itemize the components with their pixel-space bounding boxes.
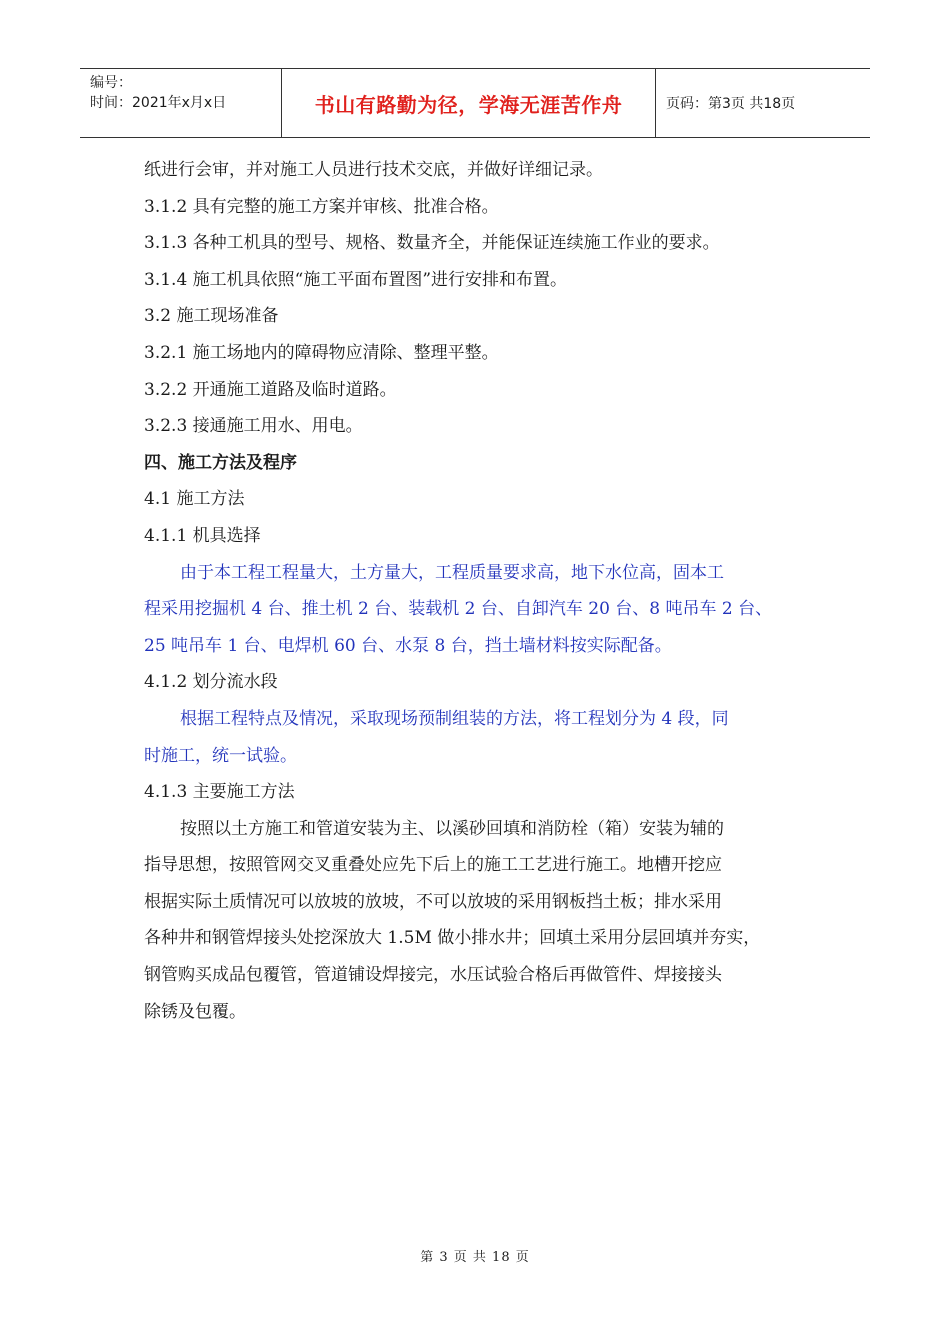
subsection-heading: 4.1.2 划分流水段 xyxy=(144,672,278,693)
chapter-heading: 四、施工方法及程序 xyxy=(144,452,297,473)
body-line: 按照以土方施工和管道安装为主、以溪砂回填和消防栓（箱）安装为辅的 xyxy=(180,818,724,839)
subsection-heading: 4.1.3 主要施工方法 xyxy=(144,782,295,803)
body-line: 各种井和钢管焊接头处挖深放大 1.5M 做小排水井；回填土采用分层回填并夯实， xyxy=(144,928,761,949)
subsection-heading: 4.1.1 机具选择 xyxy=(144,525,261,546)
section-heading: 3.2 施工现场准备 xyxy=(144,306,279,327)
number-label: 编号： xyxy=(90,75,132,91)
body-line: 3.2.2 开通施工道路及临时道路。 xyxy=(144,379,397,400)
body-line: 3.1.4 施工机具依照“施工平面布置图”进行安排和布置。 xyxy=(144,269,568,290)
body-line: 3.2.1 施工场地内的障碍物应清除、整理平整。 xyxy=(144,342,499,363)
body-line: 钢管购买成品包覆管，管道铺设焊接完，水压试验合格后再做管件、焊接接头 xyxy=(144,965,722,986)
highlight-line: 由于本工程工程量大，土方量大，工程质量要求高，地下水位高，固本工 xyxy=(180,562,724,583)
body-line: 纸进行会审，并对施工人员进行技术交底，并做好详细记录。 xyxy=(144,160,603,180)
body-line: 3.1.2 具有完整的施工方案并审核、批准合格。 xyxy=(144,196,499,217)
body-line: 3.1.3 各种工机具的型号、规格、数量齐全，并能保证连续施工作业的要求。 xyxy=(144,233,720,254)
body-line: 指导思想，按照管网交叉重叠处应先下后上的施工工艺进行施工。地槽开挖应 xyxy=(144,855,722,876)
time-label: 时间：2021年x月x日 xyxy=(90,95,227,111)
body-line: 除锈及包覆。 xyxy=(144,1001,246,1022)
highlight-line: 时施工，统一试验。 xyxy=(144,745,297,766)
page-footer: 第 3 页 共 18 页 xyxy=(420,1250,530,1265)
body-line: 根据实际土质情况可以放坡的放坡，不可以放坡的采用钢板挡土板；排水采用 xyxy=(144,891,722,912)
highlight-line: 25 吨吊车 1 台、电焊机 60 台、水泵 8 台，挡土墙材料按实际配备。 xyxy=(144,635,672,656)
header-page-info: 页码：第3页 共18页 xyxy=(666,96,796,112)
document-header xyxy=(80,68,870,138)
highlight-line: 根据工程特点及情况，采取现场预制组装的方法，将工程划分为 4 段，同 xyxy=(180,708,729,729)
document-body xyxy=(144,152,824,1030)
header-meta xyxy=(80,69,282,137)
body-line: 3.2.3 接通施工用水、用电。 xyxy=(144,416,363,437)
header-motto: 书山有路勤为径，学海无涯苦作舟 xyxy=(282,69,656,137)
section-heading: 4.1 施工方法 xyxy=(144,489,245,510)
highlight-line: 程采用挖掘机 4 台、推土机 2 台、装载机 2 台、自卸汽车 20 台、8 吨吊车 2 台、 xyxy=(144,599,773,620)
